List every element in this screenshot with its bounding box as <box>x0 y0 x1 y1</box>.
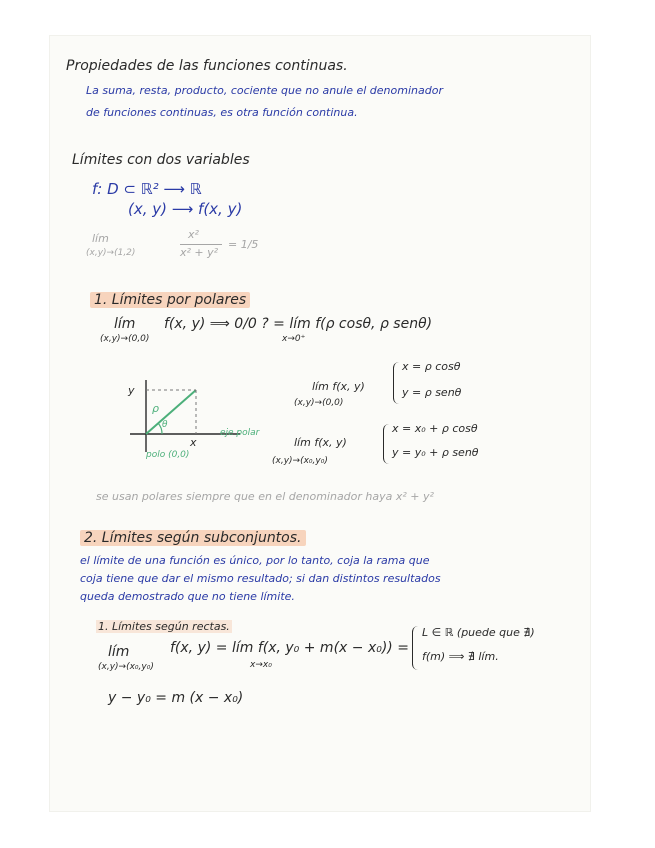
notebook-page <box>50 36 590 811</box>
diagram-rho-label: ρ <box>152 402 159 415</box>
example-lim: lím <box>92 232 109 245</box>
example-frac-den: x² + y² <box>180 246 219 259</box>
diagram-y-label: y <box>128 384 135 397</box>
system1-brace <box>393 362 400 404</box>
subconjuntos-text-line3: queda demostrado que no tiene límite. <box>80 590 295 603</box>
continuity-text-line1: La suma, resta, producto, cociente que no anule el denominador <box>86 84 443 97</box>
diagram-eje-label: eje polar <box>220 428 260 438</box>
polares-expression: f(x, y) ⟹ 0/0 ? = lím f(ρ cosθ, ρ senθ) <box>164 316 433 332</box>
polares-lim-sub: (x,y)→(0,0) <box>100 334 150 344</box>
diagram-x-label: x <box>190 436 197 449</box>
example-frac-num: x² <box>188 228 199 241</box>
example-frac-bar <box>180 244 222 245</box>
system1-lim: lím f(x, y) <box>312 380 365 393</box>
heading-polares: 1. Límites por polares <box>90 292 250 308</box>
heading-rectas: 1. Límites según rectas. <box>98 620 230 633</box>
system2-lim: lím f(x, y) <box>294 436 347 449</box>
polar-diagram <box>120 378 290 478</box>
rectas-brace <box>412 626 419 670</box>
example-lim-sub: (x,y)→(1,2) <box>86 248 136 258</box>
system1-eq1: x = ρ cosθ <box>402 360 461 373</box>
polares-note: se usan polares siempre que en el denominador haya x² + y² <box>96 490 434 503</box>
section-title-two-variables: Límites con dos variables <box>72 152 250 168</box>
rectas-case1: L ∈ ℝ (puede que ∄) <box>422 626 535 639</box>
diagram-theta-label: θ <box>162 420 168 430</box>
heading-subconjuntos: 2. Límites según subconjuntos. <box>80 530 306 546</box>
polares-lim2-sub: x→0⁺ <box>282 334 306 344</box>
rectas-lim2-sub: x→x₀ <box>250 660 272 670</box>
rectas-case2: f(m) ⟹ ∄ lím. <box>422 650 499 663</box>
system2-eq1: x = x₀ + ρ cosθ <box>392 422 478 435</box>
system2-brace <box>383 424 390 464</box>
line-equation: y − y₀ = m (x − x₀) <box>108 690 244 706</box>
map-definition-line2: (x, y) ⟶ f(x, y) <box>128 200 243 218</box>
system2-lim-sub: (x,y)→(x₀,y₀) <box>272 456 328 466</box>
diagram-polo-label: polo (0,0) <box>146 450 190 460</box>
continuity-text-line2: de funciones continuas, es otra función continua. <box>86 106 358 119</box>
map-definition-line1: f: D ⊂ ℝ² ⟶ ℝ <box>92 180 202 198</box>
polares-lim: lím <box>114 316 136 332</box>
page-title: Propiedades de las funciones continuas. <box>66 58 348 74</box>
rectas-lim-sub: (x,y)→(x₀,y₀) <box>98 662 154 672</box>
subconjuntos-text-line1: el límite de una función es único, por lo tanto, coja la rama que <box>80 554 430 567</box>
rectas-expression: f(x, y) = lím f(x, y₀ + m(x − x₀)) = <box>170 640 409 656</box>
subconjuntos-text-line2: coja tiene que dar el mismo resultado; si dan distintos resultados <box>80 572 441 585</box>
system2-eq2: y = y₀ + ρ senθ <box>392 446 479 459</box>
system1-eq2: y = ρ senθ <box>402 386 462 399</box>
system1-lim-sub: (x,y)→(0,0) <box>294 398 344 408</box>
rectas-lim: lím <box>108 644 130 660</box>
example-result: = 1/5 <box>228 238 259 251</box>
